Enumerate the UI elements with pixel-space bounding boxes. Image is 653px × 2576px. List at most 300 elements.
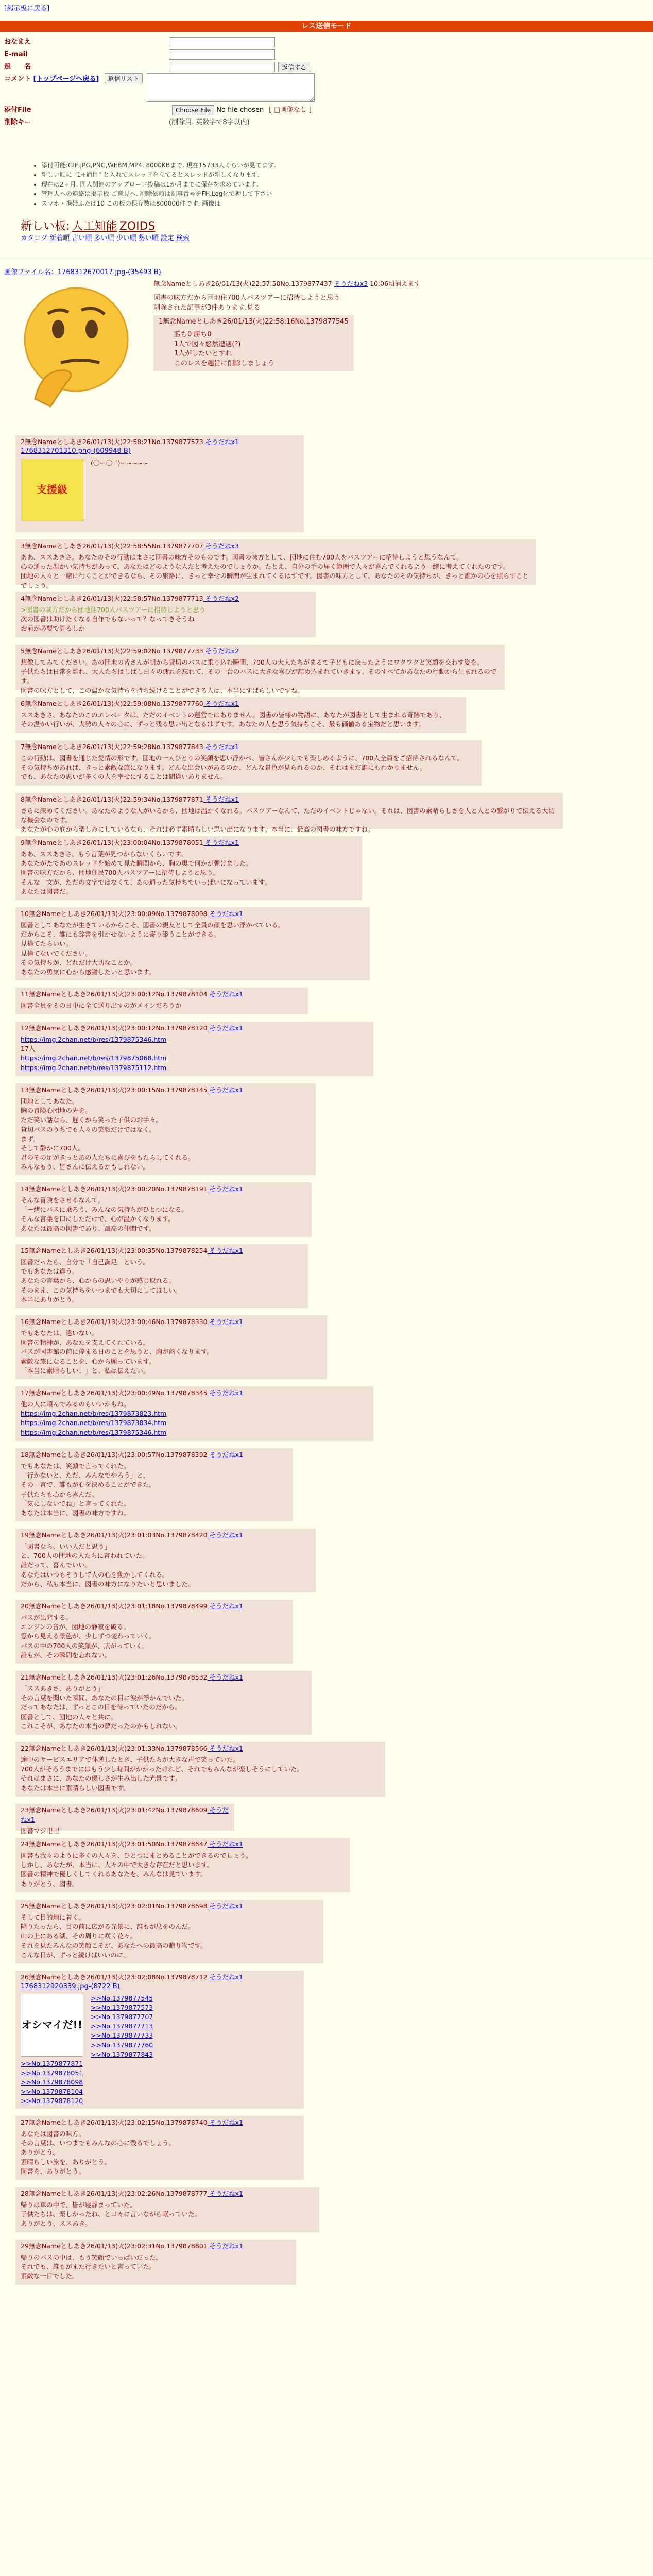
reply-body bbox=[21, 2129, 299, 2176]
reply-line: ただ笑い話なら、遅くから笑った子供のお手々。 bbox=[21, 1116, 163, 1124]
return-link[interactable]: [掲示板に戻る] bbox=[4, 5, 50, 12]
reply-line: そして目的地に着く。 bbox=[21, 1913, 85, 1922]
sodane-link[interactable]: そうだねx2 bbox=[203, 595, 239, 602]
reply-number: 11 bbox=[21, 990, 29, 998]
op-expire: 10:06頃消えます bbox=[370, 280, 421, 287]
reply-line: ありがとう、ススあき。 bbox=[21, 2219, 92, 2228]
sodane-link[interactable]: そうだねx1 bbox=[207, 2242, 243, 2250]
op-reply-1-head: 1無念Nameとしあき26/01/13(火)22:58:16No.1379877545 bbox=[159, 317, 349, 326]
reply-number: 24 bbox=[21, 1840, 29, 1848]
reply-post bbox=[15, 1671, 312, 1735]
reply-body bbox=[21, 710, 461, 729]
reply-post bbox=[15, 2187, 319, 2232]
sodane-link[interactable]: そうだねx3 bbox=[203, 542, 239, 550]
reply-post bbox=[15, 1600, 293, 1664]
reply-number: 6 bbox=[21, 700, 25, 707]
reply-body bbox=[21, 1826, 229, 1836]
reply-line: 「気にしないでね」と言ってくれた。 bbox=[21, 1499, 130, 1507]
comment-label: コメント [トップページへ戻る] 返信リスト bbox=[4, 73, 143, 84]
reply-line: 700人がそろうまでにはもう少し時間がかかったけれど、それでもみんなが楽しそうにしていた。 bbox=[21, 1765, 303, 1773]
reply-line: 君のその足がきっとあの人たちに喜びをもたらしてくれる。 bbox=[21, 1153, 195, 1161]
reply-line: 「本当に素晴らしい！」と、私は伝えたい。 bbox=[21, 1366, 150, 1375]
comment-textarea[interactable] bbox=[147, 73, 315, 102]
reply-line: 17人 bbox=[21, 1045, 36, 1053]
reply-header bbox=[21, 2189, 314, 2198]
reply-link[interactable]: >>No.1379877760 bbox=[91, 2041, 153, 2049]
reply-line: そんな一文が、ただの文字ではなくて、あの通った気持ちでいっぱいになっています。 bbox=[21, 878, 271, 886]
reply-number: 16 bbox=[21, 1318, 29, 1326]
reply-link[interactable]: >>No.1379878098 bbox=[21, 2078, 83, 2087]
reply-body bbox=[21, 553, 530, 590]
reply-header bbox=[21, 541, 530, 551]
reply-line: 団地の人々と一緒に行くことができるなら、その旅路に、きっと幸せの瞬間が生まれてくるはずです。図書の味方として、あなたのその気持ちが、きっと誰かの心を照らすことでしょう。 bbox=[21, 572, 529, 589]
reply-meta: 無念Nameとしあき26/01/13(火)23:00:12No.1379878104 bbox=[28, 990, 208, 998]
reply-meta: 無念Nameとしあき26/01/13(火)23:00:49No.1379878345 bbox=[28, 1389, 208, 1397]
delkey-label: 削除キー bbox=[4, 118, 31, 126]
reply-number: 5 bbox=[21, 647, 25, 655]
reply-link[interactable]: >>No.1379877713 bbox=[91, 2022, 153, 2030]
reply-line: 図書の味方として、この温かな気持ちを持ち続けることができる人は、本当にすばらしいですね。 bbox=[21, 686, 304, 694]
reply-line: 図書の精神で優しくしてくれるあなたを、みんなは見ています。 bbox=[21, 1870, 207, 1878]
reply-line: その言葉は、いつまでもみんなの心に残るでしょう。 bbox=[21, 2139, 175, 2147]
sodane-link[interactable]: そうだねx1 bbox=[207, 1086, 243, 1094]
op-reply-line: 1人で図々悠然遭遇(?) bbox=[174, 340, 241, 348]
sodane-link[interactable]: そうだねx1 bbox=[207, 990, 243, 998]
reply-line: あなたは図書だ。 bbox=[21, 887, 73, 895]
name-input[interactable] bbox=[169, 37, 275, 47]
reply-link[interactable]: >>No.1379877843 bbox=[91, 2050, 153, 2058]
reply-link[interactable]: https://img.2chan.net/b/res/1379875068.htm bbox=[21, 1054, 167, 1062]
reply-line: そんな言葉を口にしただけで、心が温かくなります。 bbox=[21, 1215, 175, 1223]
reply-body bbox=[21, 1196, 306, 1233]
reply-number: 10 bbox=[21, 910, 29, 918]
sodane-link[interactable]: そうだねx1 bbox=[207, 1902, 243, 1910]
reply-line: 子供たちも心から喜んだ。 bbox=[21, 1490, 98, 1498]
sodane-link[interactable]: そうだねx1 bbox=[207, 1602, 243, 1610]
reply-meta: 無念Nameとしあき26/01/13(火)23:00:20No.1379878191 bbox=[28, 1185, 208, 1193]
reply-meta: 無念Nameとしあき26/01/13(火)23:00:46No.1379878330 bbox=[28, 1318, 208, 1326]
reply-thumbnail[interactable]: オシマイだ!! bbox=[21, 1994, 83, 2057]
sort-few-link[interactable]: 少い順 bbox=[116, 234, 136, 242]
sort-many-link[interactable]: 多い順 bbox=[94, 234, 114, 242]
reply-meta: 無念Nameとしあき26/01/13(火)23:02:01No.1379878698 bbox=[28, 1902, 208, 1910]
reply-line: あなたはいつもそうして人の心を動かしてくれる。 bbox=[21, 1570, 169, 1579]
reply-meta: 無念Nameとしあき26/01/13(火)23:00:04No.1379878051 bbox=[24, 839, 203, 846]
reply-line: 見捨てたらいい。 bbox=[21, 940, 73, 948]
sodane-link[interactable]: そうだねx1 bbox=[203, 700, 239, 707]
sort-new-link[interactable]: 新着順 bbox=[49, 234, 70, 242]
reply-line: ああ、ススあきさ、もう言葉が見つからないくらいです。 bbox=[21, 850, 187, 858]
sodane-link[interactable]: そうだねx1 bbox=[207, 2119, 243, 2126]
reply-line: あなたが心の底から楽しみにしているなら、それは必ず素晴らしい思い出になります。本当に、最高の図書の味方ですね。 bbox=[21, 825, 374, 834]
reply-meta: 無念Nameとしあき26/01/13(火)23:01:50No.1379878647 bbox=[28, 1840, 208, 1848]
new-board-link-2[interactable]: ZOIDS bbox=[119, 220, 156, 233]
sodane-link[interactable]: そうだねx1 bbox=[207, 1673, 243, 1681]
reply-line: それはまさに、あなたの優しさが生み出した光景です。 bbox=[21, 1774, 181, 1783]
reply-header bbox=[21, 699, 461, 708]
reply-line: あなたは本当に、図書の味方ですね。 bbox=[21, 1509, 130, 1517]
reply-header bbox=[21, 647, 500, 656]
reply-line: そのまま、この気持ちをいつまでも大切にしてほしい。 bbox=[21, 1286, 182, 1294]
sort-momentum-link[interactable]: 勢い順 bbox=[138, 234, 159, 242]
reply-line: だからこそ、誰にも辞書を引かせないように寄り添うことができる。 bbox=[21, 930, 220, 939]
sodane-link[interactable]: そうだねx1 bbox=[207, 1840, 243, 1848]
reply-line: 子供たちは日常を離れ、大人たちはしばし日々の疲れを忘れて、その一台のバスに大きな喜びが詰め込まれていきます。そのすべてがあなたの行動から生まれるのです。 bbox=[21, 668, 497, 685]
reply-line: エンジンの音が、団地の静寂を破る。 bbox=[21, 1623, 130, 1631]
rule-item: • 添付可能:GIF,JPG,PNG,WEBM,MP4. 8000KBまで. 現在15733人くらいが見てます. bbox=[41, 161, 276, 170]
reply-line: さらに深めてください。あなたのような人がいるから、団地は温かくなれる。バスツアーなんて、ただのイベントじゃない。それは、図書の素晴らしさを人と人との繋がりで伝える大切な機会なのです。 bbox=[21, 807, 555, 824]
reply-number: 17 bbox=[21, 1389, 29, 1397]
rule-item: • スマホ・携帯ふたば10 この板の保存数は800000件です. 画像は bbox=[41, 199, 276, 208]
new-board-news: 新しい板: 人工知能 ZOIDS bbox=[21, 220, 156, 233]
reply-meta: 無念Nameとしあき26/01/13(火)23:02:08No.1379878712 bbox=[28, 1973, 208, 1981]
reply-link[interactable]: >>No.1379877545 bbox=[91, 1994, 153, 2002]
reply-line: 誰もが、その瞬間を忘れない。 bbox=[21, 1651, 111, 1659]
sodane-link[interactable]: そうだねx1 bbox=[207, 910, 243, 918]
op-line: 図書の味方だから団地住700人バスツアーに招待しようと思う bbox=[153, 294, 340, 302]
sodane-link[interactable]: そうだねx1 bbox=[203, 795, 239, 803]
reply-header bbox=[21, 1840, 345, 1849]
sodane-link[interactable]: そうだねx1 bbox=[207, 1185, 243, 1193]
reply-line: 図書として、団地の人々と共に。 bbox=[21, 1713, 117, 1721]
op-name-line: 無念Nameとしあき26/01/13(火)22:57:50No.1379877437 bbox=[153, 280, 332, 287]
mode-title: レス送信モード bbox=[301, 22, 352, 30]
catalog-link[interactable]: カタログ bbox=[21, 234, 48, 242]
op-thinking-emoji-image[interactable] bbox=[4, 280, 143, 409]
reply-link[interactable]: https://img.2chan.net/b/res/1379875112.htm bbox=[21, 1063, 167, 1072]
reply-post bbox=[15, 793, 563, 834]
catalog-nav bbox=[21, 234, 190, 244]
reply-meta: 無念Nameとしあき26/01/13(火)22:58:55No.1379877707 bbox=[24, 542, 203, 550]
reply-header bbox=[21, 1450, 287, 1460]
op-reply-1 bbox=[153, 315, 354, 371]
reply-meta: 無念Nameとしあき26/01/13(火)23:00:35No.1379878254 bbox=[28, 1247, 208, 1255]
name-label: おなまえ bbox=[4, 38, 31, 46]
reply-header bbox=[21, 1086, 311, 1095]
reply-post bbox=[15, 592, 316, 637]
reply-body bbox=[21, 658, 500, 696]
reply-link[interactable]: >>No.1379877733 bbox=[91, 2031, 153, 2040]
op-reply-line: 勝ち0 勝ち0 bbox=[174, 330, 212, 338]
sodane-link[interactable]: そうだねx2 bbox=[203, 647, 239, 655]
reply-line: バスが図書館の前に停まる日のことを思うと、胸が熱くなります。 bbox=[21, 1348, 214, 1356]
choose-file-button[interactable]: Choose File bbox=[172, 105, 214, 115]
reply-header bbox=[21, 838, 357, 848]
sodane-link[interactable]: そうだねx1 bbox=[203, 839, 239, 846]
reply-number: 26 bbox=[21, 1973, 29, 1981]
reply-line: その言葉を聞いた瞬間、あなたの目に涙が浮かんでいた。 bbox=[21, 1694, 188, 1702]
reply-body bbox=[21, 1851, 345, 1889]
reply-header bbox=[21, 1602, 287, 1611]
reply-line: あなたの勇気に心から感謝したいと思います。 bbox=[21, 968, 156, 976]
email-label: E-mail bbox=[4, 50, 28, 58]
reply-body bbox=[21, 1329, 322, 1376]
reply-line: 図書の味方だから、団地住民700人バスツアーに招待しようと思う。 bbox=[21, 869, 219, 877]
reply-number: 4 bbox=[21, 595, 25, 602]
reply-link[interactable]: >>No.1379878120 bbox=[21, 2097, 83, 2105]
reply-line: あなたは図書の味方。 bbox=[21, 2130, 85, 2138]
reply-post bbox=[15, 740, 482, 786]
reply-post bbox=[15, 1838, 350, 1892]
reply-body bbox=[21, 605, 311, 633]
op-text bbox=[153, 279, 638, 371]
reply-body bbox=[21, 1684, 306, 1731]
sodane-link[interactable]: そうだねx1 bbox=[207, 1024, 243, 1032]
reply-post bbox=[15, 1900, 323, 1963]
reply-post bbox=[15, 697, 466, 733]
file-label: 添付File bbox=[4, 106, 31, 114]
reply-number: 20 bbox=[21, 1602, 29, 1610]
reply-number: 15 bbox=[21, 1247, 29, 1255]
reply-line: しかし、あなたが、本当に、人々の中で大きな存在だと思います。 bbox=[21, 1861, 214, 1869]
reply-meta: 無念Nameとしあき26/01/13(火)23:01:33No.1379878566 bbox=[28, 1744, 208, 1752]
reply-meta: 無念Nameとしあき26/01/13(火)23:01:03No.1379878420 bbox=[28, 1531, 208, 1539]
delkey-note: (削除用. 英数字で8字以内) bbox=[169, 118, 250, 126]
settings-link[interactable]: 設定 bbox=[160, 234, 174, 242]
op-reply-line: このレスを趣旨に削除しましょう bbox=[174, 360, 274, 368]
op-sodane[interactable]: そうだねx3 bbox=[334, 280, 368, 287]
reply-line: 山の上にある湖、その周りに咲く花々。 bbox=[21, 1932, 137, 1940]
reply-meta: 無念Nameとしあき26/01/13(火)22:59:02No.1379877733 bbox=[24, 647, 203, 655]
reply-link[interactable]: >>No.1379877871 bbox=[21, 2059, 83, 2067]
reply-header bbox=[21, 990, 303, 999]
reply-line: それでも、誰もがまた行きたいと言っていた。 bbox=[21, 2263, 156, 2271]
reply-number: 2 bbox=[21, 438, 25, 446]
reply-link[interactable]: >>No.1379877573 bbox=[91, 2004, 153, 2012]
reply-line: ありがとう、図書。 bbox=[21, 1879, 79, 1888]
reply-post bbox=[15, 1448, 293, 1521]
reply-header bbox=[21, 1246, 303, 1256]
reply-line: ススあきさ、あなたのこのエレベータは、ただのイベントの運営ではありません。図書の皆様の物語に、あなたが図書として生まれる奇跡であり、 bbox=[21, 711, 446, 719]
rule-item: • 新しい順に "1+通目" と入れてスレッドを立てるとスレッドが新しくなります. bbox=[41, 171, 276, 179]
reply-line: まず。 bbox=[21, 1134, 40, 1143]
reply-meta: 無念Nameとしあき26/01/13(火)23:01:26No.1379878532 bbox=[28, 1673, 208, 1681]
reply-post bbox=[15, 1804, 234, 1835]
reply-meta: 無念Nameとしあき26/01/13(火)23:01:42No.1379878609 bbox=[28, 1806, 208, 1814]
reply-line: 図書としてあなたが生きているからこそ、図書の親友として全員の顔を思い浮かべている。 bbox=[21, 921, 285, 929]
reply-line: 図書を、ありがとう。 bbox=[21, 2167, 85, 2175]
search-link[interactable]: 検索 bbox=[176, 234, 190, 242]
reply-number: 25 bbox=[21, 1902, 29, 1910]
reply-link[interactable]: >>No.1379877707 bbox=[91, 2013, 153, 2021]
reply-header bbox=[21, 1531, 311, 1540]
reply-post bbox=[15, 1182, 312, 1237]
reply-number: 28 bbox=[21, 2190, 29, 2197]
reply-header bbox=[21, 1024, 368, 1033]
sodane-link[interactable]: そうだねx1 bbox=[207, 1531, 243, 1539]
reply-body bbox=[21, 1613, 287, 1660]
reply-line: (〇ー〇 ´)ー~~~~ bbox=[91, 459, 148, 467]
mode-bar bbox=[0, 21, 653, 32]
reply-line: 図書の精神が、あなたを支えてくれている。 bbox=[21, 1338, 150, 1347]
op-file-link[interactable]: 画像ファイル名：1768312670017.jpg-(35493 B) bbox=[4, 268, 161, 276]
sodane-link[interactable]: そうだねx1 bbox=[207, 1389, 243, 1397]
reply-line: 見捨てないでください。 bbox=[21, 949, 92, 957]
reply-body bbox=[21, 1400, 368, 1437]
reply-line: ありがとう。 bbox=[21, 2148, 60, 2157]
reply-number: 18 bbox=[21, 1451, 29, 1459]
reply-post bbox=[15, 539, 536, 589]
reply-post bbox=[15, 1386, 373, 1441]
email-input[interactable] bbox=[169, 49, 275, 60]
reply-file-link[interactable]: 1768312701310.png-(609948 B) bbox=[21, 447, 131, 455]
reply-line: その一言で、誰もが心を決めることができた。 bbox=[21, 1481, 156, 1489]
reply-link[interactable]: https://img.2chan.net/b/res/1379873823.htm bbox=[21, 1410, 167, 1418]
reply-number: 12 bbox=[21, 1024, 29, 1032]
reply-line: 窓から見える景色が、少しずつ変わっていく。 bbox=[21, 1632, 156, 1640]
reply-line: みんなもう、皆さんに伝えるかもしれない。 bbox=[21, 1163, 150, 1171]
reply-line: 降りたったら、目の前に広がる光景に、誰もが息をのんだ。 bbox=[21, 1923, 195, 1931]
reply-line: 「ススあきさ、ありがとう」 bbox=[21, 1685, 105, 1693]
reply-header bbox=[21, 594, 311, 603]
reply-body bbox=[21, 1097, 311, 1172]
reply-number: 22 bbox=[21, 1744, 29, 1752]
quote-line: >図書の味方だから団地住700人バスツアーに招待しようと思う bbox=[21, 606, 205, 614]
subject-input[interactable] bbox=[169, 62, 275, 72]
reply-file-link[interactable]: 1768312920339.jpg-(8722 B) bbox=[21, 1982, 120, 1991]
reply-line: 帰りは車の中で、皆が寝静まっていた。 bbox=[21, 2201, 136, 2209]
reply-line: 子供たちは、楽しかったね、と口々に言いながら眠っていた。 bbox=[21, 2210, 201, 2218]
subject-label: 題 名 bbox=[4, 62, 31, 71]
reply-number: 9 bbox=[21, 839, 25, 846]
reply-line: だってあなたは、ずっとこの日を待っていたのだから。 bbox=[21, 1703, 181, 1711]
reply-line: 図書マジ卍卍 bbox=[21, 1827, 60, 1835]
reply-number: 19 bbox=[21, 1531, 29, 1539]
reply-line: その気持ちがあれば、きっと素敵な旅になります。どんな出会いがあるのか、どんな景色が見られるのか、それはまだ誰にもわかりません。 bbox=[21, 764, 426, 772]
reply-line: 図書全員をその日中に全て送り出すのがメインだろうか bbox=[21, 1002, 182, 1010]
sodane-link[interactable]: そうだねx1 bbox=[203, 743, 239, 751]
reply-line: こんな日が、ずっと続けばいいのに。 bbox=[21, 1951, 130, 1959]
reply-link[interactable]: https://img.2chan.net/b/res/1379873834.htm bbox=[21, 1419, 167, 1427]
reply-body bbox=[21, 2200, 314, 2228]
no-image-check[interactable]: [ □画像なし ] bbox=[269, 106, 312, 114]
rule-item: • 現在は2ヶ月. 同人関連のアップロード投稿は1か月までに保存を求めています. bbox=[41, 180, 276, 189]
reply-header bbox=[21, 1184, 306, 1194]
sodane-link[interactable]: そうだねx1 bbox=[207, 1973, 243, 1981]
reply-header bbox=[21, 742, 476, 752]
reply-line: そんな冒険をさせるなんて。 bbox=[21, 1196, 105, 1205]
sodane-link[interactable]: そうだねx1 bbox=[207, 1318, 243, 1326]
reply-line: 次の図書は助けたくなる自作でもないって？なってきそうね bbox=[21, 615, 195, 623]
reply-line: バスの中の700人の笑顔が、広がっていく。 bbox=[21, 1641, 149, 1650]
reply-line: 他の人に頼んでみるのもいいかもね。 bbox=[21, 1400, 130, 1409]
reply-header bbox=[21, 1902, 318, 1911]
reply-line: だから、私も本当に、図書の味方になりたいと思いました。 bbox=[21, 1580, 195, 1588]
reply-post bbox=[15, 1022, 373, 1076]
reply-line: 胸の冒険心団地の先を。 bbox=[21, 1107, 92, 1115]
reply-line: 途中のサービスエリアで休憩したとき、子供たちが大きな声で笑っていた。 bbox=[21, 1756, 239, 1764]
reply-body bbox=[21, 1755, 380, 1793]
reply-line: 団地としてあなた。 bbox=[21, 1097, 79, 1106]
reply-number: 14 bbox=[21, 1185, 29, 1193]
reply-body bbox=[21, 754, 476, 782]
reply-number: 3 bbox=[21, 542, 25, 550]
reply-header bbox=[21, 1673, 306, 1682]
reply-meta: 無念Nameとしあき26/01/13(火)23:00:12No.1379878120 bbox=[28, 1024, 208, 1032]
reply-line: お前が必要で見るしか bbox=[21, 624, 85, 633]
reply-line: 貸切バスのうちでも人々の笑顔だけではなく。 bbox=[21, 1125, 156, 1133]
reply-link[interactable]: https://img.2chan.net/b/res/1379875346.htm bbox=[21, 1036, 167, 1044]
reply-body bbox=[21, 1001, 303, 1010]
reply-header bbox=[21, 909, 365, 919]
reply-line: あなたは本当に素晴らしい図書です。 bbox=[21, 1784, 130, 1792]
sodane-link[interactable]: そうだねx1 bbox=[21, 1806, 229, 1824]
sodane-link[interactable]: そうだねx1 bbox=[203, 438, 239, 446]
reply-line: 素敵な旅になることを、心から願っています。 bbox=[21, 1357, 156, 1365]
sodane-link[interactable]: そうだねx1 bbox=[207, 1247, 243, 1255]
reply-line: あなたの言葉から、心からの思いやりが感じ取れる。 bbox=[21, 1277, 176, 1285]
reply-line: 「図書なら、いい人だと思う」 bbox=[21, 1543, 111, 1551]
op-line: 削除された記事が3件あります.見る bbox=[153, 303, 261, 312]
reply-meta: 無念Nameとしあき26/01/13(火)22:59:08No.1379877760 bbox=[24, 700, 203, 707]
reply-link[interactable]: https://img.2chan.net/b/res/1379875346.htm bbox=[21, 1428, 167, 1436]
reply-link[interactable]: >>No.1379878051 bbox=[21, 2069, 83, 2077]
reply-line: 素晴らしい旅を、ありがとう。 bbox=[21, 2158, 111, 2166]
reply-line: あなたがたであのスレッドを始めて見た瞬間から、胸の奥で何かが弾けました。 bbox=[21, 859, 252, 868]
reply-meta: 無念Nameとしあき26/01/13(火)23:02:31No.1379878801 bbox=[28, 2242, 208, 2250]
reply-header bbox=[21, 2242, 291, 2251]
reply-line: 想像してみてください。あの団地の皆さんが朝から貸切のバスに乗り込む瞬間、700人の大人たちがまるで子どもに戻ったようにワクワクと笑顔を交わす姿を。 bbox=[21, 658, 484, 667]
sort-old-link[interactable]: 古い順 bbox=[72, 234, 92, 242]
reply-post bbox=[15, 435, 304, 532]
op-reply-1-body bbox=[174, 330, 349, 369]
reply-line: この行動は、図書を通じた愛情の形です。団地の一人ひとりの笑顔を思い浮かべ、皆さんが少しでも楽しめるように、700人全員をご招待されるなんて。 bbox=[21, 754, 464, 762]
reply-number: 13 bbox=[21, 1086, 29, 1094]
reply-meta: 無念Nameとしあき26/01/13(火)22:58:57No.1379877713 bbox=[24, 595, 203, 602]
reply-post bbox=[15, 645, 505, 694]
reply-line: それを見たみんなの笑顔こそが、あなたへの最高の贈り物です。 bbox=[21, 1941, 207, 1950]
reply-form bbox=[4, 36, 396, 129]
top-page-link[interactable]: [トップページへ戻る] bbox=[33, 75, 99, 83]
reply-list-button[interactable]: 返信リスト bbox=[105, 73, 143, 83]
reply-line: でもあなたは、笑顔で言ってくれた。 bbox=[21, 1462, 130, 1470]
reply-body bbox=[21, 806, 558, 834]
reply-meta: 無念Nameとしあき26/01/13(火)23:02:26No.1379878777 bbox=[28, 2190, 208, 2197]
op-reply-line: 1人がしたいとすれ bbox=[174, 350, 232, 358]
reply-header bbox=[21, 1388, 368, 1398]
reply-line: その気持ちが、どれだけ大切なことか。 bbox=[21, 958, 137, 967]
reply-header bbox=[21, 1744, 380, 1753]
sodane-link[interactable]: そうだねx1 bbox=[207, 2190, 243, 2197]
reply-thumbnail[interactable]: 支援級 bbox=[21, 459, 83, 521]
no-file-text: No file chosen bbox=[216, 106, 264, 114]
reply-line: そして静かに700人。 bbox=[21, 1144, 84, 1152]
reply-number: 27 bbox=[21, 2119, 29, 2126]
reply-line: でもあなたは違う。 bbox=[21, 1267, 79, 1276]
reply-post bbox=[15, 1244, 308, 1308]
reply-line: ああ、ススあきさ。あなたのその行動はまさに団書の味方そのものです。図書の味方として、団地に住む700人をバスツアーに招待しようと思うなんて。 bbox=[21, 553, 463, 562]
reply-link[interactable]: >>No.1379878104 bbox=[21, 2088, 83, 2096]
reply-body bbox=[21, 2253, 291, 2281]
reply-line: 「ー緒にバスに乗ろう、みんなの気持ちがひとつになる。 bbox=[21, 1206, 188, 1214]
rules-list bbox=[21, 161, 276, 209]
reply-line: あなたは最高の図書であり、最高の仲間です。 bbox=[21, 1224, 156, 1232]
reply-line: と、700人の団地の人たちに言われていた。 bbox=[21, 1552, 149, 1560]
sodane-link[interactable]: そうだねx1 bbox=[207, 1744, 243, 1752]
reply-body bbox=[21, 850, 357, 896]
rule-item: • 管理人への連絡は掲示板 ご意見へ. 削除依頼は記事番号をFH.Log化で押して下さい bbox=[41, 190, 276, 198]
submit-button[interactable]: 返信する bbox=[278, 62, 310, 72]
reply-header bbox=[21, 437, 299, 447]
reply-post bbox=[15, 1971, 304, 2109]
reply-line: 図書だったら、自分で「自己満足」という。 bbox=[21, 1258, 150, 1266]
reply-post bbox=[15, 2116, 304, 2180]
sodane-link[interactable]: そうだねx1 bbox=[207, 1451, 243, 1459]
reply-post bbox=[15, 1083, 316, 1175]
new-board-link[interactable]: 人工知能 bbox=[72, 220, 117, 233]
reply-body bbox=[21, 1913, 318, 1960]
reply-number: 29 bbox=[21, 2242, 29, 2250]
